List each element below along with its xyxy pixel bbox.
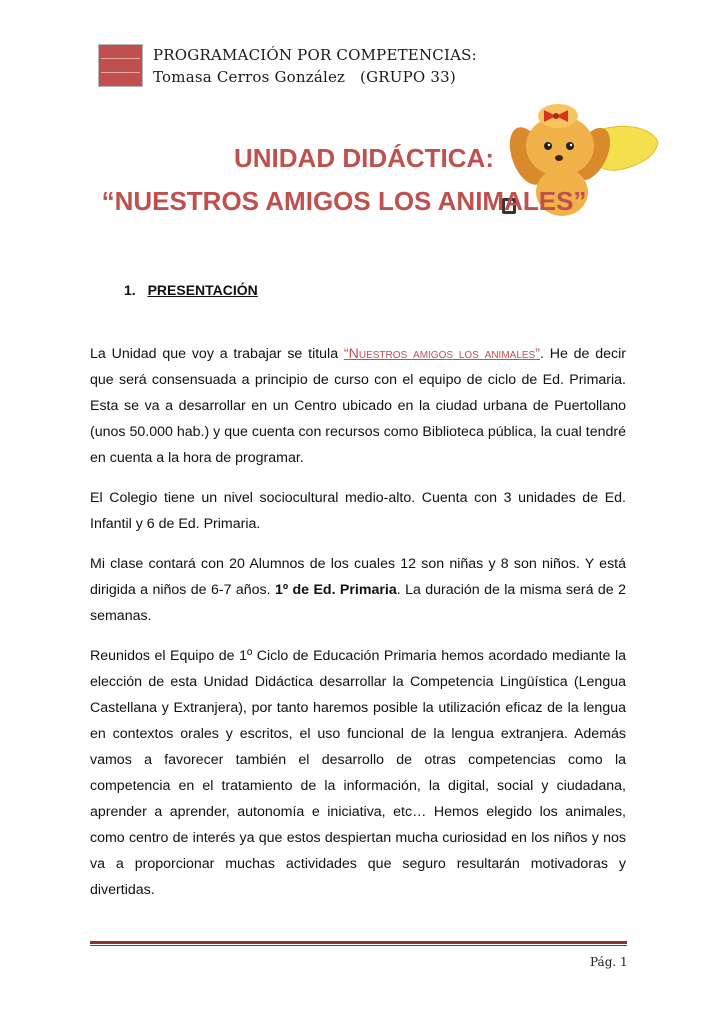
footer-rule-thin [90,945,627,946]
section-heading [124,282,258,298]
page-number: Pág. 1 [590,955,628,969]
title-line-1: UNIDAD DIDÁCTICA: [234,143,494,173]
paragraph-1-text-a: La Unidad que voy a trabajar se titula [90,346,344,362]
document-body [90,341,626,917]
footer-rule [90,941,627,944]
paragraph-1 [90,341,626,471]
paragraph-3 [90,551,626,629]
header-line-1: PROGRAMACIÓN POR COMPETENCIAS: [153,46,477,64]
document-header [153,44,477,88]
section-title: PRESENTACIÓN [147,282,258,298]
title-line-2: “NUESTROS AMIGOS LOS ANIMALES” [101,186,587,216]
paragraph-1-text-b: . He de decir que será consensuada a principio de curso con el equipo de ciclo de Ed. Primaria. Esta se va a desarrollar en un Centro ubicado en la ciudad urbana de Puertollano (unos 50.000 hab.) y que cuenta con recursos como Biblioteca pública, la cual tendré en cuenta a la hora de programar. [90,346,626,466]
header-color-block [98,44,143,87]
paragraph-2: El Colegio tiene un nivel sociocultural medio-alto. Cuenta con 3 unidades de Ed. Infantil y 6 de Ed. Primaria. [90,490,626,532]
paragraph-3-text-b: . La duración de la misma será de 2 semanas. [90,582,626,624]
header-line-2: Tomasa Cerros González (GRUPO 33) [153,68,456,86]
section-number: 1. [124,282,136,298]
paragraph-3-text-a: Mi clase contará con 20 Alumnos de los cuales 12 son niñas y 8 son niños. Y está dirigida a niños de 6-7 años. [90,556,626,598]
paragraph-4: Reunidos el Equipo de 1º Ciclo de Educación Primaria hemos acordado mediante la elección de esta Unidad Didáctica desarrollar la Competencia Lingüística (Lengua Castellana y Extranjera), por tanto haremos posible la utilización eficaz de la lengua en contextos orales y escritos, el uso funcional de la lengua extranjera. Además vamos a favorecer también el desarrollo de otras competencias como la competencia en el tratamiento de la información, la digital, social y ciudadana, aprender a aprender, autonomía e iniciativa, etc… Hemos elegido los animales, como centro de interés ya que estos despiertan mucha curiosidad en los niños y nos va a proporcionar muchas actividades que seguro resultarán motivadoras y divertidas. [90,648,626,898]
unit-title-link[interactable]: “Nuestros amigos los animales” [343,346,540,362]
paragraph-3-bold: 1º de Ed. Primaria [275,582,397,598]
